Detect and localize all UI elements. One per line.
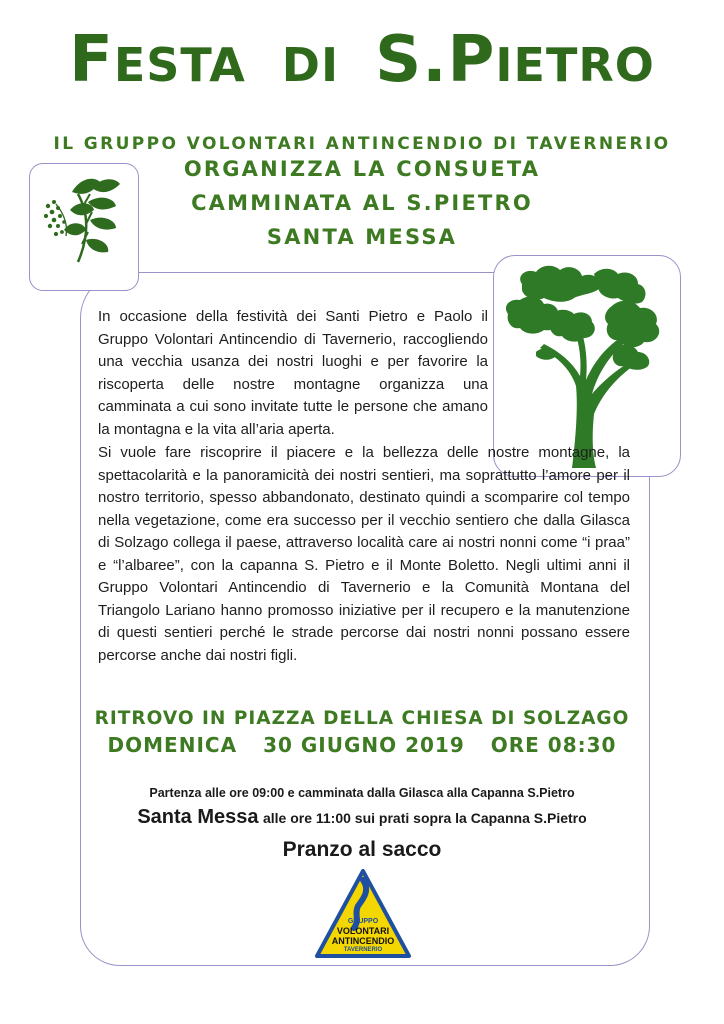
organizer-line: IL GRUPPO VOLONTARI ANTINCENDIO DI TAVERNERIO bbox=[53, 134, 671, 154]
meeting-datetime bbox=[0, 733, 724, 757]
meeting-day: DOMENICA bbox=[107, 733, 238, 757]
organizer-line-2: ORGANIZZA LA CONSUETA bbox=[183, 157, 541, 181]
mass-detail: alle ore 11:00 sui prati sopra la Capanna S.Pietro bbox=[262, 810, 587, 826]
lunch-info: Pranzo al sacco bbox=[282, 838, 442, 861]
logo-line-4: TAVERNERIO bbox=[343, 947, 383, 953]
logo-line-1: GRUPPO bbox=[347, 918, 379, 925]
departure-info: Partenza alle ore 09:00 e camminata dalla Gilasca alla Capanna S.Pietro bbox=[149, 786, 575, 800]
intro-paragraph: In occasione della festività dei Santi Pietro e Paolo il Gruppo Volontari Antincendio di Tavernerio, raccogliendo una vecchia usanza dei nostri luoghi e per favorire la riscoperta delle nostre montagne organizza una camminata a cui sono invitate tutte le persone che amano la montagna e la vita all’aria aperta. bbox=[98, 308, 488, 438]
mass-label: Santa Messa bbox=[137, 806, 259, 828]
meeting-date: 30 GIUGNO 2019 bbox=[263, 733, 465, 757]
page-title: FESTA DI S.PIETRO bbox=[69, 23, 655, 97]
organization-logo bbox=[314, 868, 412, 960]
meeting-time: ORE 08:30 bbox=[490, 733, 617, 757]
leaf-branch-icon bbox=[30, 164, 137, 289]
meeting-place: RITROVO IN PIAZZA DELLA CHIESA DI SOLZAGO bbox=[94, 708, 630, 729]
description-paragraph: Si vuole fare riscoprire il piacere e la bellezza delle nostre montagne, la spettacolarità e la panoramicità dei nostri sentieri, ma soprattutto l’amore per il nostro territorio, spesso abbandonato, destinato quindi a scomparire col tempo nella vegetazione, come era successo per il vecchio sentiero che dalla Gilasca di Solzago collega il paese, attraverso località care ai nostri nonni come “i praa” e “l’albaree”, con la capanna S. Pietro e il Monte Boletto. Negli ultimi anni il Gruppo Volontari Antincendio di Tavernerio e la Comunità Montana del Triangolo Lariano hanno promosso iniziative per il recupero e la manutenzione di questi sentieri perché le strade percorse dai nostri nonni possano essere percorse anche dai nostri figli. bbox=[98, 444, 630, 664]
logo-line-3: ANTINCENDIO bbox=[331, 936, 395, 946]
mass-info bbox=[0, 806, 724, 829]
logo-line-2: VOLONTARI bbox=[336, 926, 390, 936]
organizer-line-4: SANTA MESSA bbox=[266, 225, 458, 249]
leaf-frame bbox=[29, 163, 139, 291]
organizer-line-3: CAMMINATA AL S.PIETRO bbox=[191, 191, 533, 215]
